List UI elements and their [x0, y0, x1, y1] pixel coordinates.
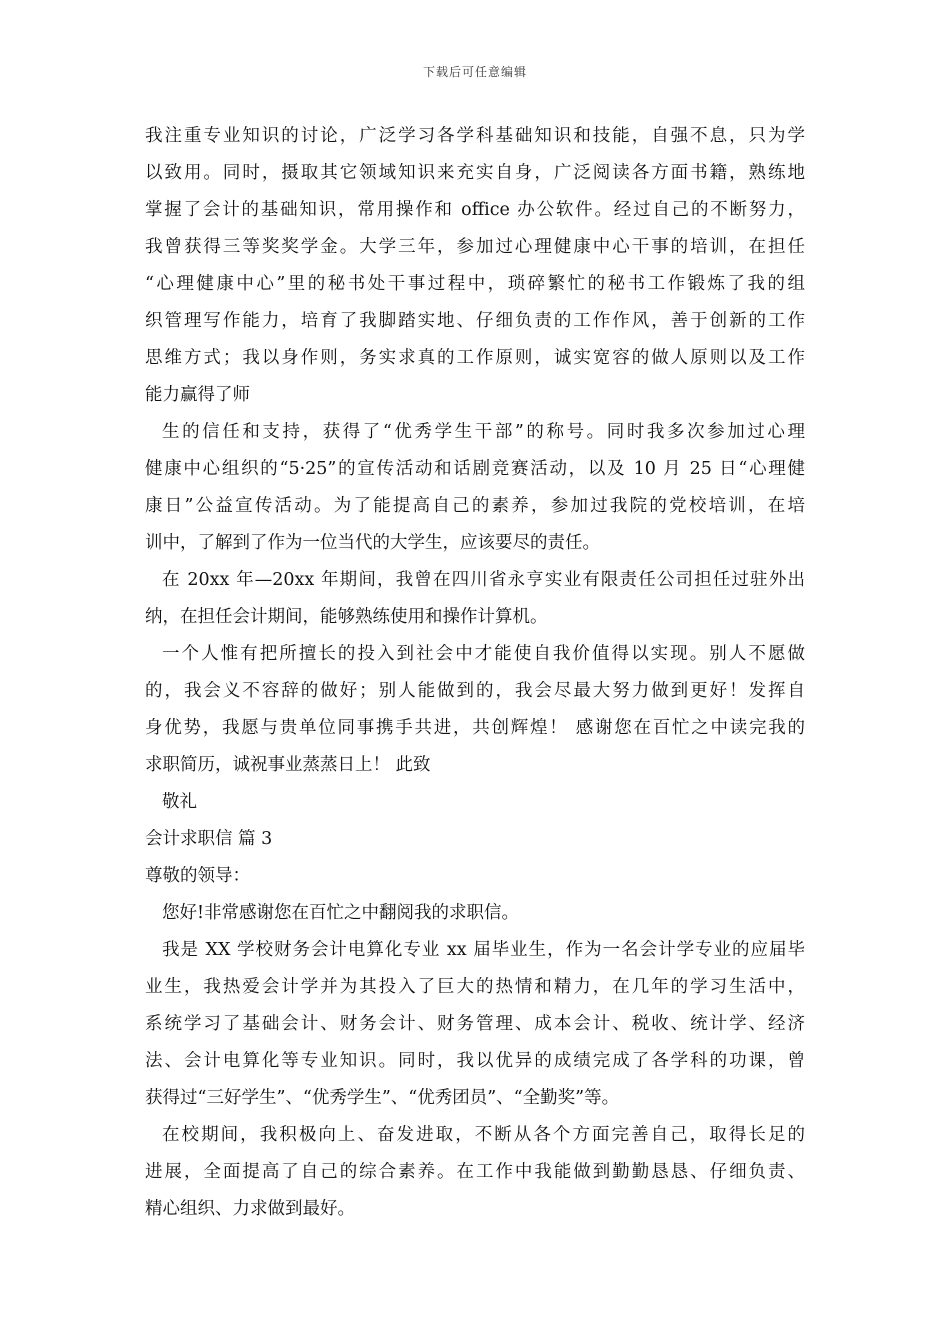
paragraph-6 [145, 1117, 805, 1228]
paragraph-3 [145, 562, 805, 636]
text-line: 我注重专业知识的讨论，广泛学习各学科基础知识和技能，自强不息，只为学 [145, 126, 805, 146]
text-line: 法、会计电算化等专业知识。同时，我以优异的成绩完成了各学科的功课，曾 [145, 1051, 805, 1071]
text-line: 进展，全面提高了自己的综合素养。在工作中我能做到勤勤恳恳、仔细负责、 [145, 1162, 805, 1182]
text-line: 在 20xx 年—20xx 年期间，我曾在四川省永亨实业有限责任公司担任过驻外出 [162, 570, 805, 590]
text-line: 健康中心组织的“5·25”的宣传活动和话剧竞赛活动，以及 10 月 25 日“心理健 [145, 459, 805, 479]
text-line: “心理健康中心”里的秘书处干事过程中，琐碎繁忙的秘书工作锻炼了我的组 [145, 274, 805, 294]
text-line: 业生，我热爱会计学并为其投入了巨大的热情和精力，在几年的学习生活中， [145, 977, 805, 997]
text-line: 能力赢得了师 [145, 385, 250, 405]
paragraph-5 [145, 932, 805, 1117]
paragraph-2 [145, 414, 805, 562]
paragraph-4 [145, 636, 805, 784]
text-line: 获得过“三好学生”、“优秀学生”、“优秀团员”、“全勤奖”等。 [145, 1088, 620, 1108]
text-line: 康日”公益宣传活动。为了能提高自己的素养，参加过我院的党校培训，在培 [145, 496, 805, 516]
text-line: 我是 XX 学校财务会计电算化专业 xx 届毕业生，作为一名会计学专业的应届毕 [162, 940, 805, 960]
text-line: 系统学习了基础会计、财务会计、财务管理、成本会计、税收、统计学、经济 [145, 1014, 805, 1034]
text-line: 织管理写作能力，培育了我脚踏实地、仔细负责的工作作风，善于创新的工作 [145, 311, 805, 331]
text-line: 以致用。同时，摄取其它领域知识来充实自身，广泛阅读各方面书籍，熟练地 [145, 163, 805, 183]
greeting: 您好!非常感谢您在百忙之中翻阅我的求职信。 [162, 903, 520, 923]
text-line: 在校期间，我积极向上、奋发进取，不断从各个方面完善自己，取得长足的 [162, 1125, 805, 1145]
text-line: 一个人惟有把所擅长的投入到社会中才能使自我价值得以实现。别人不愿做 [162, 644, 805, 664]
document-body [145, 118, 805, 1228]
text-line: 身优势，我愿与贵单位同事携手共进，共创辉煌！ 感谢您在百忙之中读完我的 [145, 718, 805, 738]
text-line: 生的信任和支持，获得了“优秀学生干部”的称号。同时我多次参加过心理 [162, 422, 805, 442]
text-line: 的，我会义不容辞的做好；别人能做到的，我会尽最大努力做到更好！发挥自 [145, 681, 805, 701]
text-line: 精心组织、力求做到最好。 [145, 1199, 355, 1219]
text-line: 训中，了解到了作为一位当代的大学生，应该要尽的责任。 [145, 533, 600, 553]
salutation: 尊敬的领导： [145, 866, 250, 886]
page-header: 下载后可任意编辑 [422, 65, 527, 79]
text-line: 思维方式；我以身作则，务实求真的工作原则，诚实宽容的做人原则以及工作 [145, 348, 805, 368]
closing-line: 敬礼 [162, 792, 197, 812]
section-title: 会计求职信 篇 3 [145, 829, 273, 849]
paragraph-1 [145, 118, 805, 414]
text-line: 我曾获得三等奖奖学金。大学三年，参加过心理健康中心干事的培训，在担任 [145, 237, 805, 257]
text-line: 纳，在担任会计期间，能够熟练使用和操作计算机。 [145, 607, 548, 627]
text-line: 求职简历，诚祝事业蒸蒸日上！ 此致 [145, 755, 431, 775]
text-line: 掌握了会计的基础知识，常用操作和 office 办公软件。经过自己的不断努力， [145, 200, 805, 220]
